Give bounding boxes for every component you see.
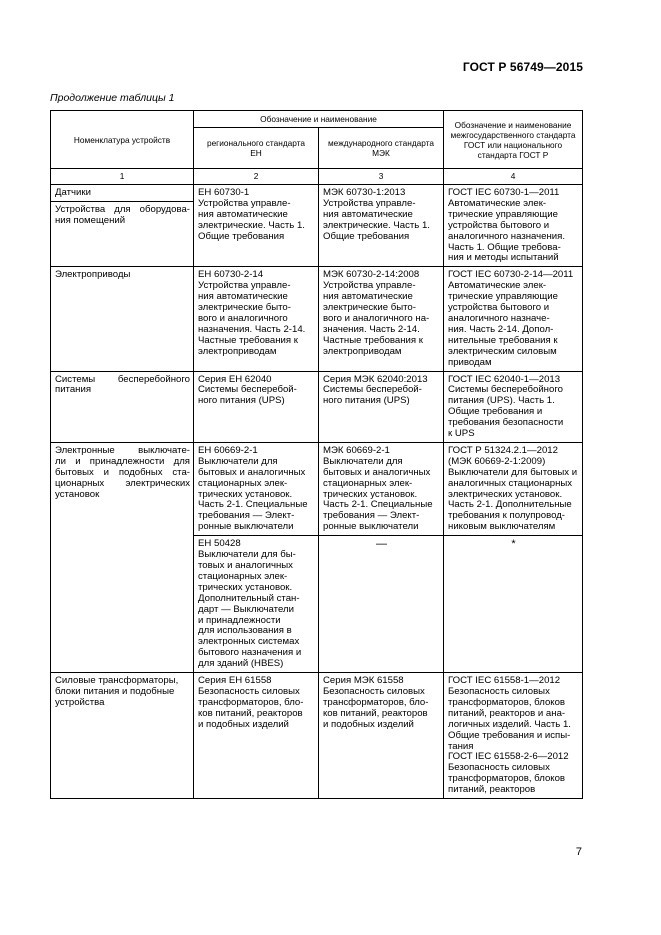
page-number: 7 (575, 846, 582, 858)
text-line: ния автоматические (323, 291, 413, 303)
text-line: ГОСТ IEC 62040-1—2013 (448, 373, 561, 385)
text-line: трансформаторов, блоков (448, 696, 566, 708)
text-line: Частные требования к (198, 334, 298, 346)
text-line: стационарных элек- (198, 570, 288, 582)
device-name (51, 202, 193, 229)
device-cell (51, 185, 194, 267)
text-line: трансформаторов, бло- (198, 696, 304, 708)
text-line: ков питаний, реакторов (323, 707, 428, 719)
text-line: никовым выключателям (448, 521, 556, 533)
text-line: ния автоматические (323, 208, 413, 220)
text-line: электрические. Часть 1. (198, 219, 305, 231)
text-line: МЭК 60730-2-14:2008 (323, 269, 420, 281)
iec-standard-cell (319, 371, 444, 442)
en-standard-cell (194, 442, 319, 535)
text-line: питаний, реакторов и ана- (448, 707, 566, 719)
text-line: трических установок. (198, 581, 293, 593)
gost-standard-cell-empty: * (444, 536, 583, 673)
text-line: электроприводам (198, 345, 277, 357)
text-line: Системы бесперебойного (448, 384, 563, 396)
text-line: требования безопасности (448, 417, 564, 429)
text-line: ЕН 60730-2-14 (198, 269, 264, 281)
device-name: ли и принадлежности для (55, 455, 190, 467)
text-line: ЕН 50428 (198, 538, 241, 550)
text-line: электрические быто- (323, 302, 416, 314)
header-en (194, 128, 319, 169)
text-line: Безопасность силовых (198, 685, 300, 697)
header-text: регионального стандарта (206, 138, 306, 148)
en-standard-cell (194, 267, 319, 371)
text-line: ния и методы испытаний (448, 252, 559, 264)
text-line: вого и аналогичного на- (323, 312, 430, 324)
iec-standard-cell (319, 267, 444, 371)
text-line: ков питаний, реакторов (198, 707, 303, 719)
text-line: для использования в (198, 625, 292, 637)
text-line: Часть 2-1. Дополнительные (448, 499, 572, 511)
device-name: ционарных электрических (55, 477, 190, 489)
text-line: Выключатели для бы- (198, 549, 296, 561)
device-cell (51, 267, 194, 371)
text-line: Системы бесперебой- (198, 384, 297, 396)
text-line: МЭК 60669-2-1 (323, 444, 390, 456)
device-name: блоки питания и подобные (55, 685, 175, 697)
text-line: ГОСТ IEC 61558-2-6—2012 (448, 751, 569, 763)
table-row (51, 442, 583, 535)
text-line: электрические. Часть 1. (323, 219, 430, 231)
device-cell (51, 371, 194, 442)
text-line: Часть 1. Общие требова- (448, 241, 561, 253)
text-line: ГОСТ Р 51324.2.1—2012 (448, 444, 558, 456)
text-line: Общие требования (198, 230, 285, 242)
text-line: назначения. Часть 2-14. (198, 323, 306, 335)
text-line: ЕН 60669-2-1 (198, 444, 258, 456)
text-line: питаний, реакторов (448, 784, 536, 796)
text-line: Безопасность силовых (448, 685, 550, 697)
text-line: нительные требования к (448, 334, 558, 346)
text-line: трические управляющие (448, 291, 558, 303)
text-line: Устройства управле- (198, 280, 291, 292)
text-line: дарт — Выключатели (198, 603, 294, 615)
text-line: трансформаторов, блоков (448, 773, 566, 785)
standards-table (50, 110, 583, 799)
text-line: ния. Часть 2-14. Допол- (448, 323, 554, 335)
text-line: Выключатели для бытовых и (448, 466, 578, 478)
header-row (51, 111, 583, 128)
header-text: Обозначение и наименование (454, 119, 572, 130)
header-text: международного стандарта (327, 138, 435, 148)
text-line: Устройства управле- (323, 197, 416, 209)
device-name: устройства (55, 696, 105, 708)
text-line: ного питания (UPS) (198, 395, 285, 407)
text-line: аналогичного назначения. (448, 230, 566, 242)
text-line: Выключатели для (323, 455, 403, 467)
text-line: электрических установок. (448, 488, 563, 500)
text-line: Выключатели для (198, 455, 278, 467)
text-line: электронных системах (198, 636, 300, 648)
gost-standard-cell (444, 442, 583, 535)
text-line: бытовых и аналогичных (198, 466, 306, 478)
text-line: приводам (448, 356, 492, 368)
device-name: питания (55, 384, 92, 396)
text-line: Устройства для оборудова- (55, 203, 190, 215)
text-line: Общие требования и (448, 406, 543, 418)
text-line: ГОСТ IEC 61558-1—2012 (448, 675, 561, 687)
text-line: Автоматические элек- (448, 280, 547, 292)
header-designation-group: Обозначение и наименование (194, 111, 444, 128)
device-cell (51, 673, 194, 799)
device-name: Электроприводы (55, 269, 131, 281)
header-devices: Номенклатура устройств (51, 111, 194, 169)
text-line: питания (UPS). Часть 1. (448, 395, 555, 407)
iec-standard-cell (319, 673, 444, 799)
text-line: Общие требования и испы- (448, 729, 571, 741)
text-line: МЭК 60730-1:2013 (323, 187, 406, 198)
text-line: Серия МЭК 62040:2013 (323, 373, 428, 385)
text-line: к UPS (448, 428, 475, 440)
column-number-row (51, 169, 583, 185)
text-line: Безопасность силовых (323, 685, 425, 697)
header-gost (444, 111, 583, 169)
text-line: электрическим силовым (448, 345, 557, 357)
text-line: Часть 2-1. Специальные (198, 499, 308, 511)
device-name: бытовых и подобных ста- (55, 466, 190, 478)
text-line: стационарных элек- (198, 477, 288, 489)
text-line: и принадлежности (198, 614, 281, 626)
table-row (51, 673, 583, 799)
text-line: и подобных изделий (198, 718, 289, 730)
text-line: трических установок. (323, 488, 418, 500)
text-line: бытового назначения и (198, 647, 302, 659)
table-row (51, 185, 583, 267)
header-iec (319, 128, 444, 169)
text-line: вого и аналогичного (198, 312, 288, 324)
table-row (51, 371, 583, 442)
en-standard-cell (194, 673, 319, 799)
text-line: Системы бесперебой- (323, 384, 422, 396)
text-line: Серия МЭК 61558 (323, 675, 404, 687)
text-line: Серия ЕН 62040 (198, 373, 272, 385)
iec-standard-cell (319, 442, 444, 535)
device-name: Датчики (51, 185, 193, 202)
header-text: ЕН (250, 148, 262, 158)
text-line: требования к полупровод- (448, 510, 565, 522)
text-line: электрические быто- (198, 302, 291, 314)
standard-id: ГОСТ Р 56749—2015 (462, 60, 583, 74)
text-line: аналогичного назначе- (448, 312, 550, 324)
text-line: Устройства управле- (198, 197, 291, 209)
text-line: Часть 2-1. Специальные (323, 499, 433, 511)
header-text: ГОСТ или национального (463, 139, 563, 150)
en-standard-cell (194, 185, 319, 267)
device-cell (51, 442, 194, 672)
text-line: ЕН 60730-1 (198, 187, 250, 198)
device-name: Электронные выключате- (55, 444, 190, 456)
header-text: стандарта ГОСТ Р (477, 149, 549, 160)
text-line: ГОСТ IEC 60730-1—2011 (448, 187, 560, 198)
text-line: Устройства управле- (323, 280, 416, 292)
column-number: 4 (444, 169, 583, 185)
header-text: МЭК (372, 148, 390, 158)
text-line: устройства бытового и (448, 302, 550, 314)
header-text: межгосударственного стандарта (450, 129, 576, 140)
text-line: ного питания (UPS) (323, 395, 410, 407)
text-line: устройства бытового и (448, 219, 550, 231)
text-line: Дополнительный стан- (198, 592, 300, 604)
text-line: ния помещений (55, 214, 126, 226)
text-line: Частные требования к (323, 334, 423, 346)
column-number: 2 (194, 169, 319, 185)
text-line: значения. Часть 2-14. (323, 323, 420, 335)
text-line: аналогичных стационарных (448, 477, 573, 489)
text-line: бытовых и аналогичных (323, 466, 431, 478)
text-line: трансформаторов, бло- (323, 696, 429, 708)
text-line: тания (448, 740, 474, 752)
gost-standard-cell (444, 371, 583, 442)
text-line: электроприводам (323, 345, 402, 357)
text-line: требования — Элект- (323, 510, 420, 522)
gost-standard-cell (444, 673, 583, 799)
iec-standard-cell (319, 185, 444, 267)
text-line: для зданий (HBES) (198, 658, 284, 670)
en-standard-cell (194, 371, 319, 442)
text-line: трических установок. (198, 488, 293, 500)
text-line: требования — Элект- (198, 510, 295, 522)
text-line: Автоматические элек- (448, 197, 547, 209)
text-line: Серия ЕН 61558 (198, 675, 272, 687)
gost-standard-cell (444, 267, 583, 371)
device-name: установок (55, 488, 100, 500)
text-line: товых и аналогичных (198, 560, 293, 571)
text-line: и подобных изделий (323, 718, 414, 730)
text-line: ронные выключатели (323, 521, 419, 533)
text-line: (МЭК 60669-2-1:2009) (448, 455, 546, 467)
en-standard-cell (194, 536, 319, 673)
text-line: ния автоматические (198, 208, 288, 220)
text-line: стационарных элек- (323, 477, 413, 489)
text-line: Общие требования (323, 230, 410, 242)
text-line: ния автоматические (198, 291, 288, 303)
table-continuation-caption: Продолжение таблицы 1 (50, 92, 175, 104)
column-number: 3 (319, 169, 444, 185)
iec-standard-cell-empty: — (319, 536, 444, 673)
text-line: логичных изделий. Часть 1. (448, 718, 571, 730)
text-line: Безопасность силовых (448, 762, 550, 774)
gost-standard-cell (444, 185, 583, 267)
text-line: трические управляющие (448, 208, 558, 220)
device-name: Системы бесперебойного (55, 373, 190, 385)
table-row (51, 267, 583, 371)
column-number: 1 (51, 169, 194, 185)
text-line: ГОСТ IEC 60730-2-14—2011 (448, 269, 574, 281)
device-name: Силовые трансформаторы, (55, 675, 179, 687)
text-line: ронные выключатели (198, 521, 294, 533)
